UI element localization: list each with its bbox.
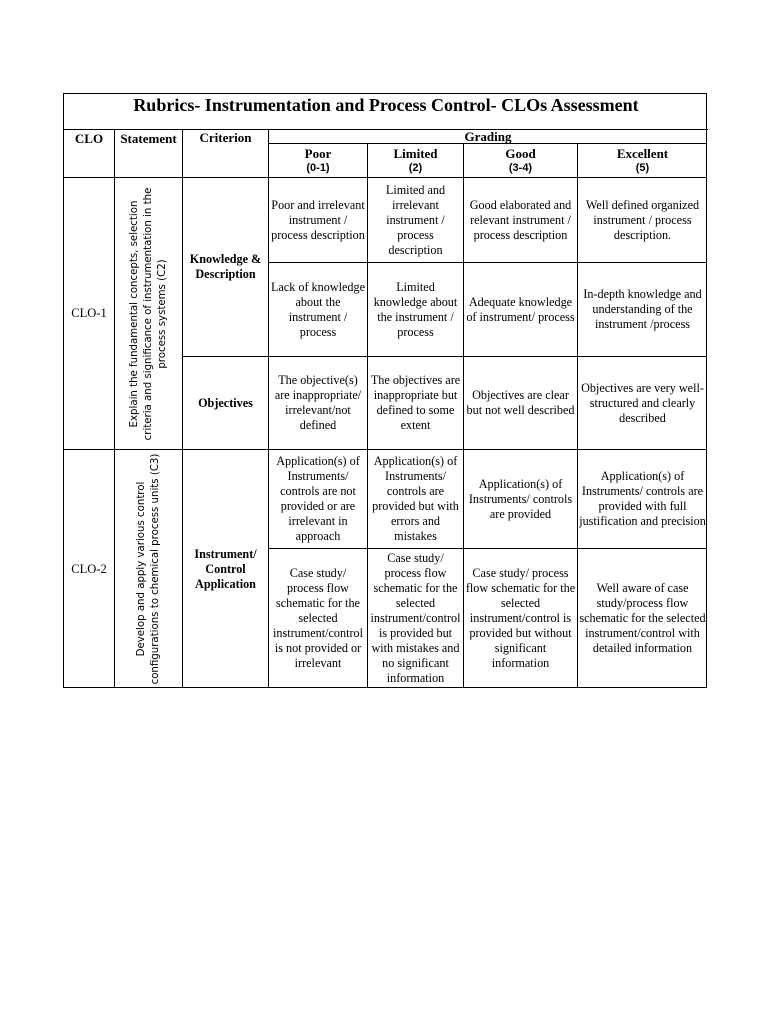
level-limited-name: Limited bbox=[393, 145, 438, 161]
application-limited: Application(s) of Instruments/ controls are provided but with errors and mistakes bbox=[372, 454, 459, 543]
casestudy-poor: Case study/ process flow schematic for the selected instrument/control is not provided or irrelevant bbox=[272, 566, 364, 670]
objectives-good: Objectives are clear but not well described bbox=[466, 388, 575, 417]
knowledge-depth-poor: Lack of knowledge about the instrument / process bbox=[270, 279, 366, 339]
casestudy-limited: Case study/ process flow schematic for the selected instrument/control is provided but with mistakes and no significant information bbox=[370, 551, 461, 685]
header-statement: Statement bbox=[120, 130, 177, 146]
level-poor-score: (0-1) bbox=[306, 162, 330, 174]
objectives-poor: The objective(s) are inappropriate/ irrelevant/not defined bbox=[274, 373, 362, 432]
level-excellent-name: Excellent bbox=[616, 145, 669, 161]
rubric-title: Rubrics- Instrumentation and Process Control- CLOs Assessment bbox=[64, 94, 708, 130]
level-good-name: Good bbox=[505, 145, 536, 161]
objectives-limited: The objectives are inappropriate but defined to some extent bbox=[370, 373, 461, 432]
knowledge-depth-excellent: In-depth knowledge and understanding of the instrument /process bbox=[583, 287, 702, 331]
application-good: Application(s) of Instruments/ controls are provided bbox=[468, 476, 573, 521]
knowledge-desc-limited: Limited and irrelevant instrument / process description bbox=[385, 182, 446, 257]
clo1-statement: Explain the fundamental concepts, selection criteria and significance of instrumentation in the process systems (C2) bbox=[128, 187, 168, 440]
objectives-excellent: Objectives are very well- structured and clearly described bbox=[581, 380, 704, 425]
criterion-knowledge: Knowledge & Description bbox=[189, 252, 262, 281]
application-excellent: Application(s) of Instruments/ controls are provided with full justification and precision bbox=[579, 469, 706, 528]
knowledge-desc-poor: Poor and irrelevant instrument / process description bbox=[271, 197, 365, 242]
knowledge-desc-excellent: Well defined organized instrument / process description. bbox=[585, 197, 700, 242]
level-limited-score: (2) bbox=[408, 162, 423, 174]
knowledge-desc-good: Good elaborated and relevant instrument / process description bbox=[469, 197, 572, 242]
level-poor-name: Poor bbox=[304, 145, 332, 161]
header-grading: Grading bbox=[464, 129, 512, 144]
clo2-statement-cell bbox=[115, 450, 182, 688]
header-criterion: Criterion bbox=[199, 129, 252, 145]
clo2-id: CLO-2 bbox=[71, 561, 107, 576]
clo1-statement-cell bbox=[115, 178, 182, 449]
knowledge-depth-limited: Limited knowledge about the instrument / process bbox=[373, 279, 458, 339]
clo1-id: CLO-1 bbox=[71, 306, 107, 320]
criterion-application: Instrument/ Control Application bbox=[194, 546, 257, 591]
level-good-score: (3-4) bbox=[508, 162, 533, 174]
casestudy-excellent: Well aware of case study/process flow schematic for the selected instrument/control with detailed information bbox=[579, 581, 706, 655]
header-clo: CLO bbox=[74, 130, 104, 146]
application-poor: Application(s) of Instruments/ controls are not provided or are irrelevant in approach bbox=[276, 454, 360, 543]
rubric-table bbox=[63, 93, 707, 688]
level-excellent-score: (5) bbox=[635, 162, 650, 174]
knowledge-depth-good: Adequate knowledge of instrument/ process bbox=[466, 294, 575, 324]
clo2-statement: Develop and apply various control configurations to chemical process units (C3) bbox=[135, 453, 161, 685]
casestudy-good: Case study/ process flow schematic for the selected instrument/control is provided but without significant information bbox=[465, 566, 576, 670]
criterion-objectives: Objectives bbox=[198, 395, 253, 410]
